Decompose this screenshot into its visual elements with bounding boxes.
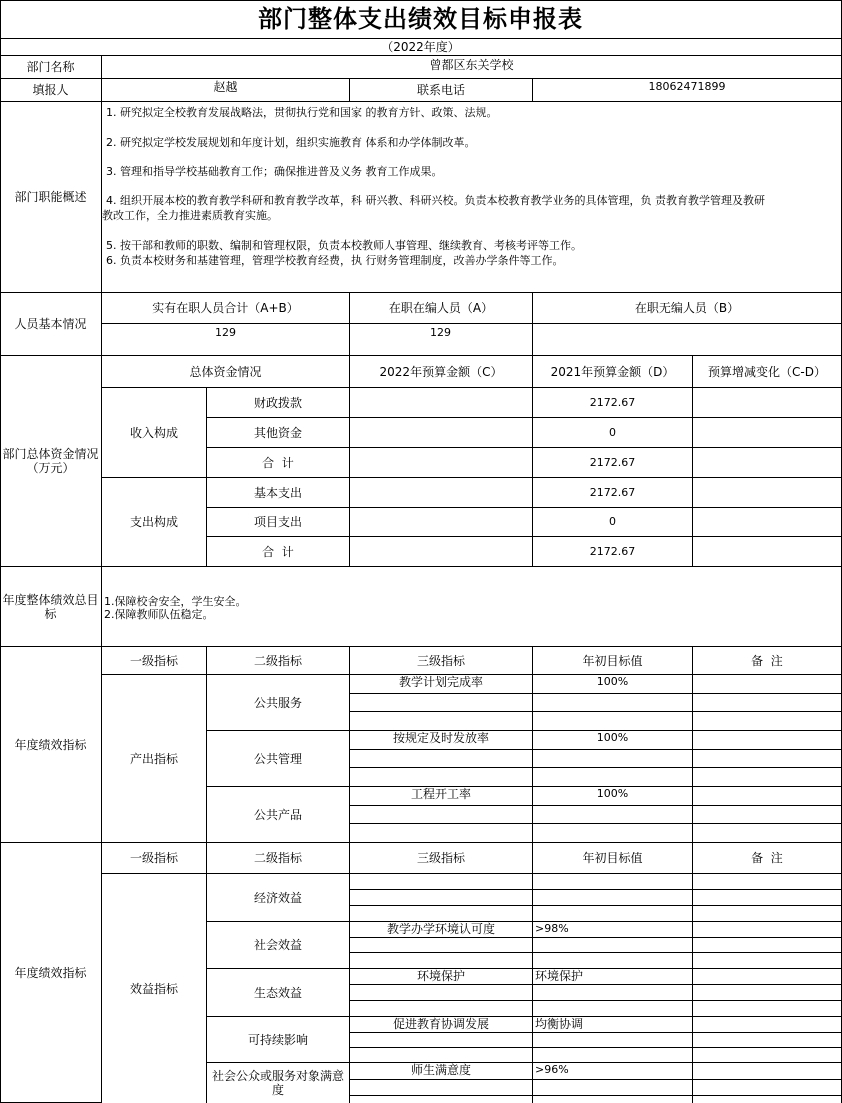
duties-label: 部门职能概述 (0, 102, 102, 293)
empty-cell[interactable] (693, 985, 842, 1001)
fund-row-cd[interactable] (693, 508, 842, 537)
fund-row-cd[interactable] (693, 448, 842, 478)
duty-item-4: 4. 组织开展本校的教育教学科研和教育教学改革，科 研兴教、科研兴校。负责本校教育教学业务的具体管理，负 责教育教学管理及教研 (106, 194, 765, 207)
fund-row-c[interactable] (350, 448, 533, 478)
empty-cell[interactable] (350, 712, 533, 731)
income-label: 收入构成 (102, 388, 207, 478)
header-l2: 二级指标 (207, 843, 350, 874)
fund-row-d[interactable]: 2172.67 (533, 388, 693, 418)
indicator-l3[interactable]: 工程开工率 (350, 787, 533, 806)
header-l2: 二级指标 (207, 647, 350, 675)
indicator-l3[interactable]: 促进教育协调发展 (350, 1017, 533, 1033)
header-note: 备 注 (693, 843, 842, 874)
empty-cell[interactable] (693, 1080, 842, 1096)
fund-row-c[interactable] (350, 388, 533, 418)
empty-cell[interactable] (693, 1096, 842, 1103)
perf-label: 年度绩效指标 (0, 647, 102, 843)
benefit-l2: 生态效益 (207, 969, 350, 1017)
empty-cell[interactable] (350, 1048, 533, 1063)
duty-item-5: 5. 按干部和教师的职数、编制和管理权限，负责本校教师人事管理、继续教育、考核考评等工作。 (106, 239, 582, 252)
phone-label: 联系电话 (350, 79, 533, 102)
annual-goal-label: 年度整体绩效总目标 (0, 567, 102, 647)
empty-cell[interactable] (533, 712, 693, 731)
empty-cell[interactable] (533, 953, 693, 969)
fund-row-d[interactable]: 2172.67 (533, 478, 693, 508)
benefit-l2: 可持续影响 (207, 1017, 350, 1063)
empty-cell[interactable] (533, 874, 693, 890)
empty-cell[interactable] (350, 1001, 533, 1017)
fund-row-d[interactable]: 0 (533, 508, 693, 537)
empty-cell[interactable] (693, 906, 842, 922)
filler-label: 填报人 (0, 79, 102, 102)
header-l1: 一级指标 (102, 647, 207, 675)
output-l2: 公共产品 (207, 787, 350, 843)
indicator-l3[interactable]: 教学办学环境认可度 (350, 922, 533, 938)
funds-header-c: 2022年预算金额（C） (350, 356, 533, 388)
funds-header-d: 2021年预算金额（D） (533, 356, 693, 388)
empty-cell[interactable] (350, 1033, 533, 1048)
indicator-note[interactable] (693, 1063, 842, 1080)
indicator-l3[interactable]: 教学计划完成率 (350, 675, 533, 694)
header-l1: 一级指标 (102, 843, 207, 874)
empty-cell[interactable] (350, 938, 533, 953)
fund-row-c[interactable] (350, 537, 533, 567)
output-l1: 产出指标 (102, 675, 207, 843)
indicator-note[interactable] (693, 1017, 842, 1033)
empty-cell[interactable] (533, 890, 693, 906)
indicator-l3[interactable]: 师生满意度 (350, 1063, 533, 1080)
empty-cell[interactable] (350, 768, 533, 787)
staff-a-header: 在职在编人员（A） (350, 293, 533, 324)
empty-cell[interactable] (693, 1001, 842, 1017)
empty-cell[interactable] (533, 938, 693, 953)
empty-cell[interactable] (350, 906, 533, 922)
empty-cell[interactable] (693, 806, 842, 824)
fund-row-d[interactable]: 0 (533, 418, 693, 448)
funds-header-overall: 总体资金情况 (102, 356, 350, 388)
empty-cell[interactable] (350, 750, 533, 768)
funds-label: 部门总体资金情况（万元） (0, 356, 102, 567)
empty-cell[interactable] (533, 906, 693, 922)
page-title: 部门整体支出绩效目标申报表 (0, 0, 842, 39)
funds-header-cd: 预算增减变化（C-D） (693, 356, 842, 388)
duty-item-2: 2. 研究拟定学校发展规划和年度计划，组织实施教育 体系和办学体制改革。 (106, 136, 476, 149)
staff-total-header: 实有在职人员合计（A+B） (102, 293, 350, 324)
header-l3: 三级指标 (350, 647, 533, 675)
fund-row-c[interactable] (350, 478, 533, 508)
staff-a-value[interactable]: 129 (350, 324, 533, 356)
fund-row-name: 基本支出 (207, 478, 350, 508)
indicator-target[interactable]: 100% (533, 731, 693, 750)
empty-cell[interactable] (533, 1080, 693, 1096)
fund-row-cd[interactable] (693, 388, 842, 418)
indicator-note[interactable] (693, 969, 842, 985)
fund-row-c[interactable] (350, 418, 533, 448)
empty-cell[interactable] (693, 874, 842, 890)
fund-row-name: 合 计 (207, 537, 350, 567)
staff-b-header: 在职无编人员（B） (533, 293, 842, 324)
fund-row-name: 财政拨款 (207, 388, 350, 418)
empty-cell[interactable] (693, 890, 842, 906)
indicator-target[interactable]: >96% (533, 1063, 693, 1080)
annual-goal-line-1: 1.保障校舍安全，学生安全。 (104, 595, 247, 608)
dept-name-value[interactable]: 曾都区东关学校 (102, 56, 842, 79)
empty-cell[interactable] (350, 824, 533, 843)
empty-cell[interactable] (350, 1080, 533, 1096)
fund-row-name: 其他资金 (207, 418, 350, 448)
empty-cell[interactable] (693, 768, 842, 787)
duty-item-1: 1. 研究拟定全校教育发展战略法，贯彻执行党和国家 的教育方针、政策、法规。 (106, 106, 498, 119)
empty-cell[interactable] (693, 824, 842, 843)
empty-cell[interactable] (533, 1001, 693, 1017)
annual-goal-line-2: 2.保障教师队伍稳定。 (104, 608, 214, 621)
empty-cell[interactable] (693, 953, 842, 969)
empty-cell[interactable] (350, 694, 533, 712)
empty-cell[interactable] (350, 806, 533, 824)
empty-cell[interactable] (693, 938, 842, 953)
empty-cell[interactable] (533, 824, 693, 843)
empty-cell[interactable] (350, 985, 533, 1001)
fund-row-c[interactable] (350, 508, 533, 537)
fund-row-cd[interactable] (693, 418, 842, 448)
expense-label: 支出构成 (102, 478, 207, 567)
filler-value[interactable]: 赵越 (102, 79, 350, 102)
empty-cell[interactable] (350, 953, 533, 969)
header-target: 年初目标值 (533, 647, 693, 675)
dept-name-label: 部门名称 (0, 56, 102, 79)
indicator-target[interactable]: 均衡协调 (533, 1017, 693, 1033)
staff-label: 人员基本情况 (0, 293, 102, 356)
fund-row-cd[interactable] (693, 537, 842, 567)
empty-cell[interactable] (693, 1048, 842, 1063)
staff-total-value[interactable]: 129 (102, 324, 350, 356)
indicator-note[interactable] (693, 922, 842, 938)
indicator-target[interactable]: >98% (533, 922, 693, 938)
indicator-target[interactable]: 环境保护 (533, 969, 693, 985)
output-l2: 公共管理 (207, 731, 350, 787)
staff-b-value[interactable] (533, 324, 842, 356)
indicator-note[interactable] (693, 675, 842, 694)
empty-cell[interactable] (693, 712, 842, 731)
empty-cell[interactable] (533, 768, 693, 787)
empty-cell[interactable] (350, 890, 533, 906)
fund-row-d[interactable]: 2172.67 (533, 448, 693, 478)
empty-cell[interactable] (350, 1096, 533, 1103)
indicator-note[interactable] (693, 787, 842, 806)
empty-cell[interactable] (533, 1048, 693, 1063)
empty-cell[interactable] (350, 874, 533, 890)
fund-row-d[interactable]: 2172.67 (533, 537, 693, 567)
indicator-l3[interactable]: 按规定及时发放率 (350, 731, 533, 750)
indicator-note[interactable] (693, 731, 842, 750)
benefit-l1: 效益指标 (102, 874, 207, 1103)
header-note: 备 注 (693, 647, 842, 675)
empty-cell[interactable] (693, 1033, 842, 1048)
empty-cell[interactable] (533, 1096, 693, 1103)
empty-cell[interactable] (533, 806, 693, 824)
duty-item-6: 6. 负责本校财务和基建管理，管理学校教育经费，执 行财务管理制度，改善办学条件等工作。 (106, 254, 564, 267)
indicator-target[interactable]: 100% (533, 787, 693, 806)
output-l2: 公共服务 (207, 675, 350, 731)
header-l3: 三级指标 (350, 843, 533, 874)
fund-row-name: 合 计 (207, 448, 350, 478)
empty-cell[interactable] (533, 985, 693, 1001)
empty-cell[interactable] (533, 694, 693, 712)
perf-label: 年度绩效指标 (0, 843, 102, 1103)
indicator-target[interactable]: 100% (533, 675, 693, 694)
duty-item-4-cont: 教改工作，全力推进素质教育实施。 (102, 209, 278, 222)
benefit-l2: 社会效益 (207, 922, 350, 969)
header-target: 年初目标值 (533, 843, 693, 874)
empty-cell[interactable] (693, 750, 842, 768)
empty-cell[interactable] (533, 1033, 693, 1048)
empty-cell[interactable] (693, 694, 842, 712)
year-label: （2022年度） (0, 39, 842, 56)
benefit-l2: 社会公众或服务对象满意度 (207, 1063, 350, 1103)
empty-cell[interactable] (533, 750, 693, 768)
fund-row-cd[interactable] (693, 478, 842, 508)
phone-value[interactable]: 18062471899 (533, 79, 842, 102)
fund-row-name: 项目支出 (207, 508, 350, 537)
indicator-l3[interactable]: 环境保护 (350, 969, 533, 985)
duty-item-3: 3. 管理和指导学校基础教育工作；确保推进普及义务 教育工作成果。 (106, 165, 443, 178)
benefit-l2: 经济效益 (207, 874, 350, 922)
